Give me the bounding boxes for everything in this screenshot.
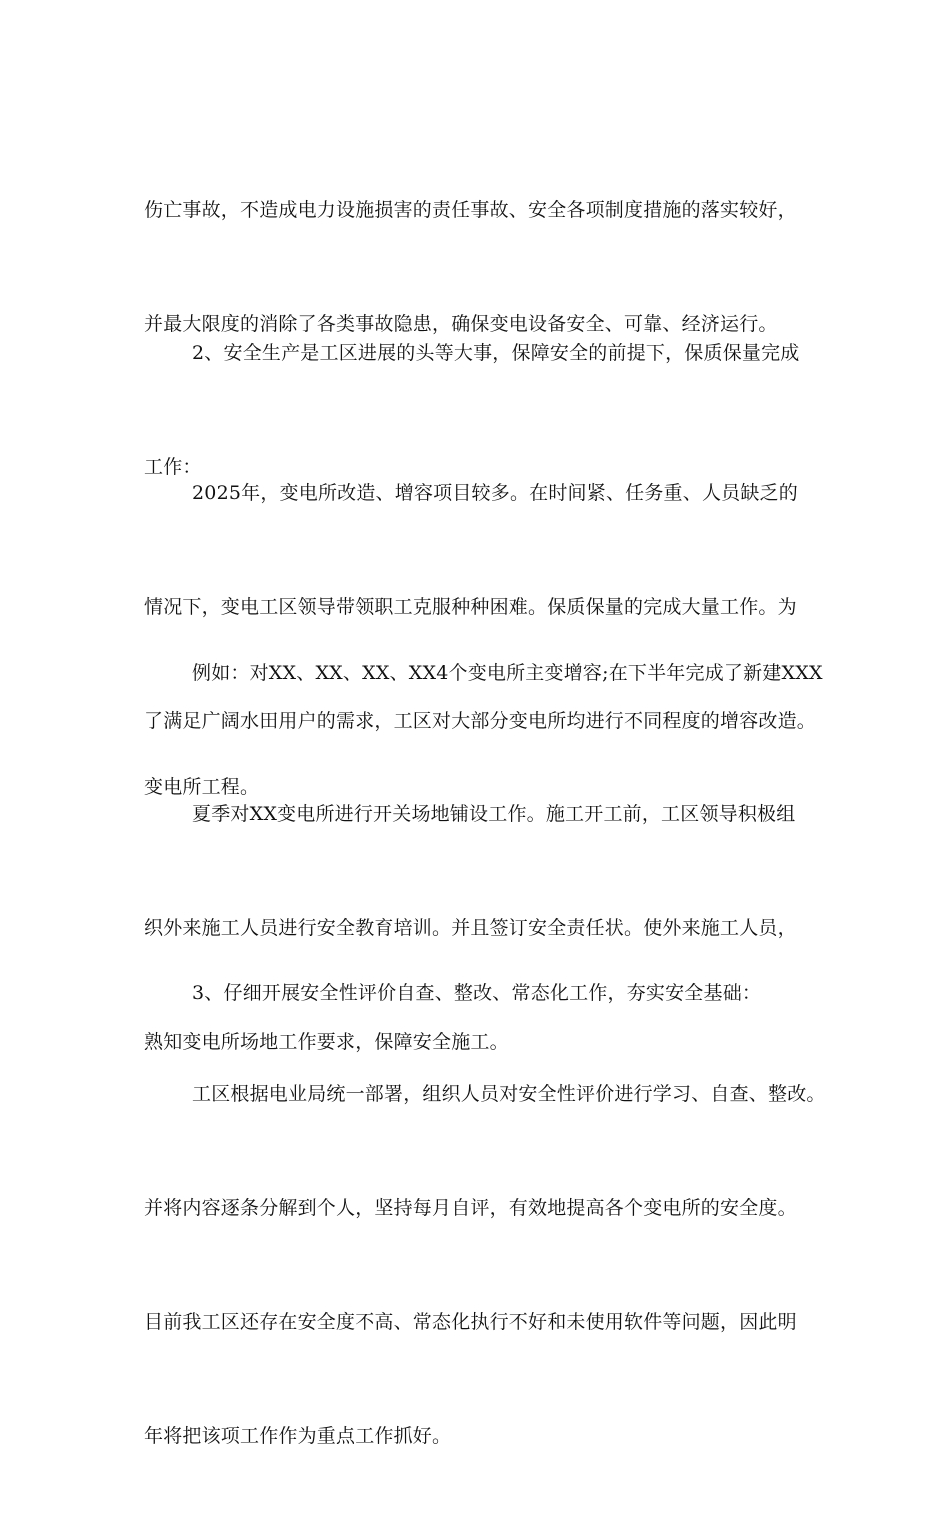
paragraph-line: 织外来施工人员进行安全教育培训。并且签订安全责任状。使外来施工人员，: [144, 917, 797, 939]
paragraph-line: 伤亡事故，不造成电力设施损害的责任事故、安全各项制度措施的落实较好，: [144, 199, 797, 221]
paragraph-line: 熟知变电所场地工作要求，保障安全施工。: [144, 1031, 509, 1053]
paragraph-line: 了满足广阔水田用户的需求，工区对大部分变电所均进行不同程度的增容改造。: [144, 710, 817, 732]
paragraph-line: 情况下，变电工区领导带领职工克服种种困难。保质保量的完成大量工作。为: [144, 596, 797, 618]
paragraph-line: 目前我工区还存在安全度不高、常态化执行不好和未使用软件等问题，因此明: [144, 1311, 797, 1333]
paragraph-line: 2025年，变电所改造、增容项目较多。在时间紧、任务重、人员缺乏的: [192, 482, 798, 504]
paragraph-safety-evaluation: [144, 999, 844, 1531]
paragraph-line: 3、仔细开展安全性评价自查、整改、常态化工作，夯实安全基础：: [192, 982, 762, 1004]
paragraph-line: 例如：对XX、XX、XX、XX4个变电所主变增容;在下半年完成了新建XXX: [192, 662, 823, 684]
paragraph-line: 夏季对XX变电所进行开关场地铺设工作。施工开工前，工区领导积极组: [192, 803, 796, 825]
paragraph-line: 工作：: [144, 456, 202, 478]
paragraph-line: 变电所工程。: [144, 776, 260, 798]
paragraph-line: 工区根据电业局统一部署，组织人员对安全性评价进行学习、自查、整改。: [192, 1083, 826, 1105]
paragraph-line: 并将内容逐条分解到个人，坚持每月自评，有效地提高各个变电所的安全度。: [144, 1197, 797, 1219]
paragraph-line: 2、安全生产是工区进展的头等大事，保障安全的前提下，保质保量完成: [192, 342, 800, 364]
paragraph-line: 并最大限度的消除了各类事故隐患，确保变电设备安全、可靠、经济运行。: [144, 313, 778, 335]
paragraph-line: 年将把该项工作作为重点工作抓好。: [144, 1425, 452, 1447]
